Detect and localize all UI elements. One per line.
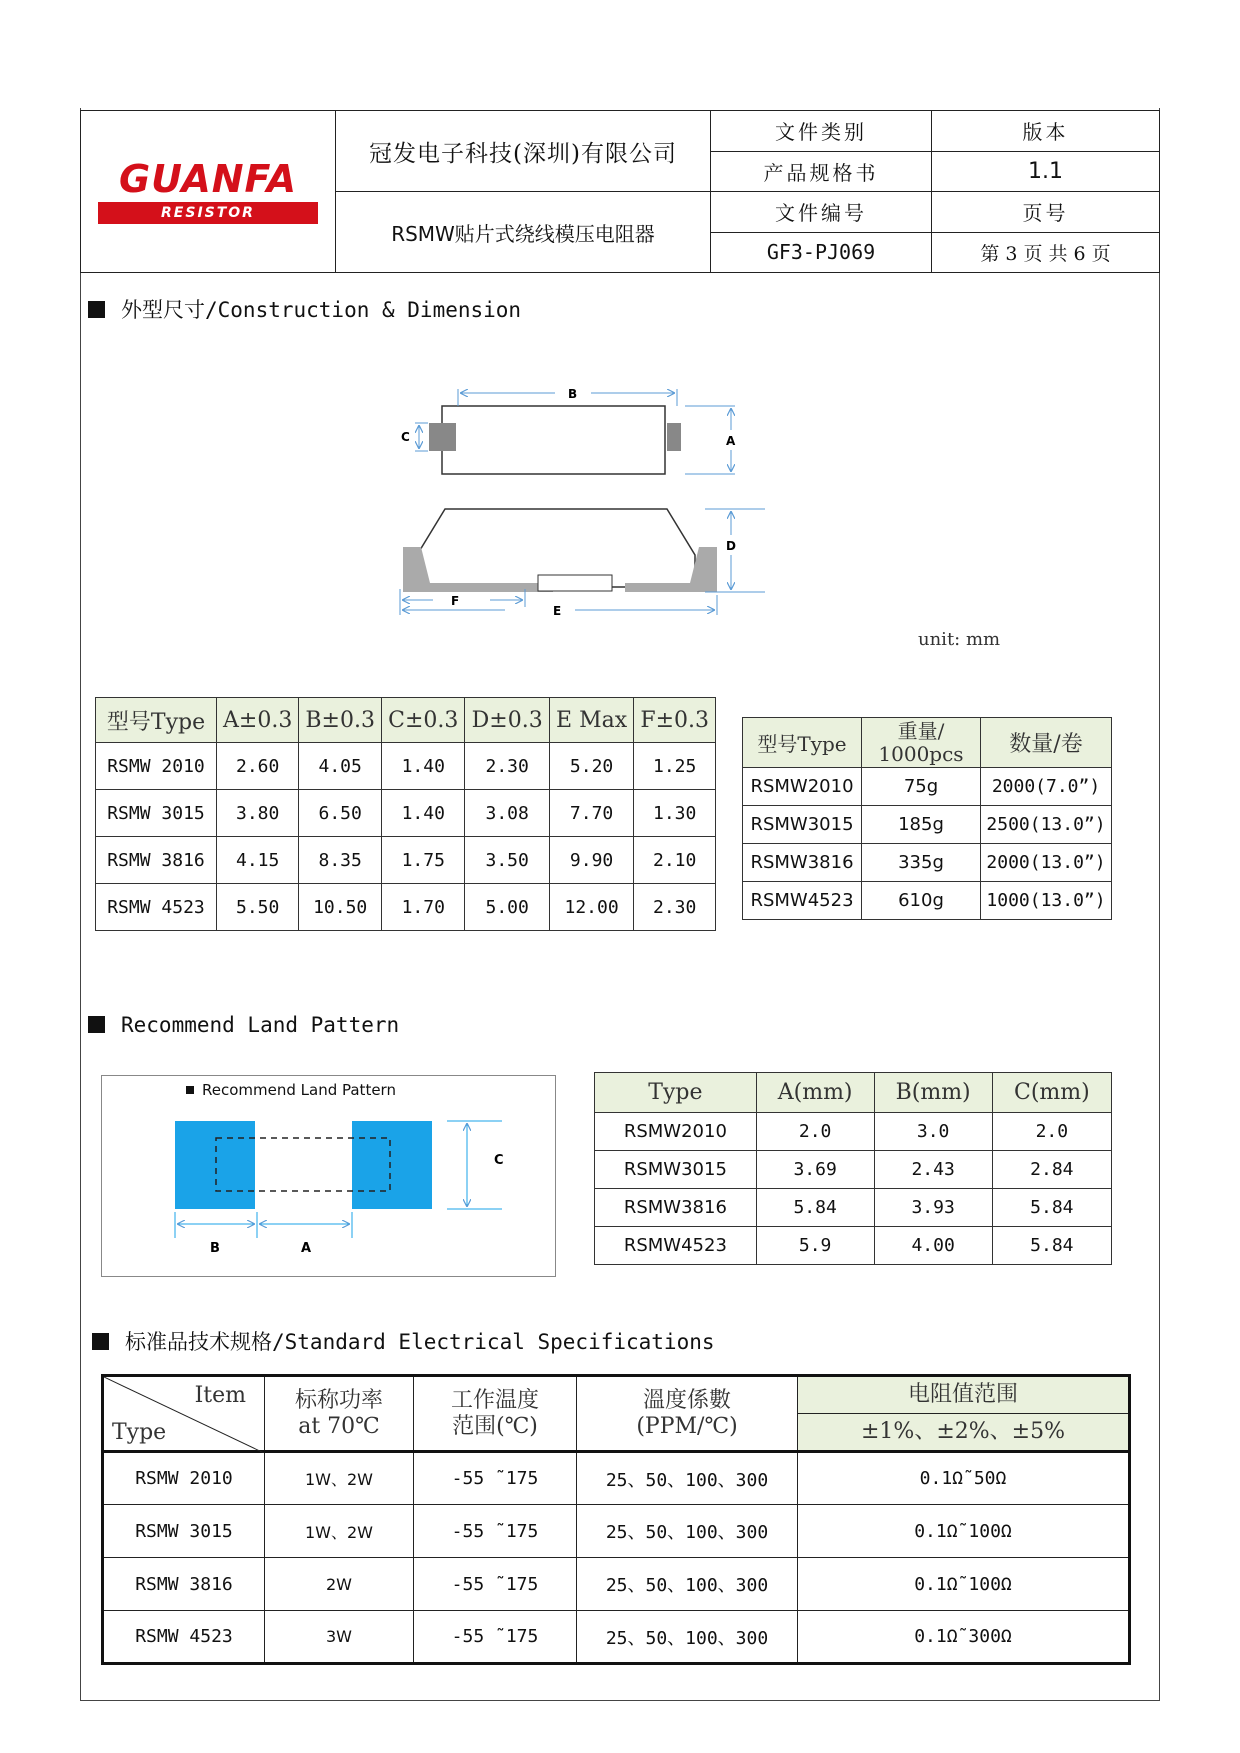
col-header: A±0.3 — [217, 698, 299, 743]
land-diagram-title: Recommend Land Pattern — [186, 1081, 396, 1099]
logo-subtext: RESISTOR — [98, 202, 318, 224]
table-row: RSMW 4523 5.50 10.50 1.70 5.00 12.00 2.30 — [96, 884, 716, 931]
dim-label-a: A — [726, 434, 736, 448]
document-header — [80, 110, 1160, 273]
col-header: 重量/ 1000pcs — [862, 718, 981, 768]
product-name: RSMW贴片式绕线模压电阻器 — [336, 192, 711, 273]
electrical-spec-table — [101, 1374, 1131, 1665]
land-pattern-diagram — [101, 1075, 556, 1277]
logo-text: GUANFA — [118, 156, 298, 201]
tcr-header: 溫度係數 (PPM/℃) — [577, 1376, 798, 1452]
table-row: RSMW4523 610g 1000(13.0”) — [743, 882, 1112, 920]
dim-label-d: D — [726, 539, 736, 553]
version-value: 1.1 — [932, 151, 1160, 192]
bullet-square-icon — [88, 301, 105, 318]
table-row: RSMW 4523 3W -55 ˜175 25、50、100、300 0.1Ω˜300Ω — [103, 1611, 1130, 1664]
land-pattern-svg — [102, 1076, 555, 1276]
dimension-drawing — [395, 375, 795, 620]
dimension-table — [95, 697, 716, 931]
version-label: 版本 — [932, 111, 1160, 152]
col-header: B(mm) — [874, 1073, 992, 1113]
land-label-a: A — [301, 1241, 312, 1256]
table-row: RSMW2010 75g 2000(7.0”) — [743, 768, 1112, 806]
dim-label-f: F — [451, 594, 460, 608]
company-name: 冠发电子科技(深圳)有限公司 — [336, 111, 711, 192]
power-header: 标称功率 at 70℃ — [265, 1376, 414, 1452]
col-header: 型号Type — [743, 718, 862, 768]
table-row: RSMW 2010 2.60 4.05 1.40 2.30 5.20 1.25 — [96, 743, 716, 790]
unit-note: unit: mm — [918, 629, 1001, 650]
table-row: RSMW 3816 2W -55 ˜175 25、50、100、300 0.1Ω˜100Ω — [103, 1558, 1130, 1611]
spec-label: 产品规格书 — [711, 151, 932, 192]
dim-label-b: B — [568, 387, 578, 401]
corner-type: Type — [112, 1420, 167, 1445]
doc-no-value: GF3-PJ069 — [711, 232, 932, 273]
page-value: 第 3 页 共 6 页 — [932, 232, 1160, 273]
bullet-square-icon — [92, 1333, 109, 1350]
doc-type-label: 文件类别 — [711, 111, 932, 152]
section-title-dimension: 外型尺寸/Construction & Dimension — [88, 294, 521, 324]
table-row: RSMW 3015 1W、2W -55 ˜175 25、50、100、300 0.1Ω˜100Ω — [103, 1505, 1130, 1558]
col-header: 型号Type — [96, 698, 217, 743]
bullet-square-icon — [88, 1016, 105, 1033]
col-header: F±0.3 — [634, 698, 716, 743]
corner-item: Item — [194, 1383, 246, 1408]
col-header: C(mm) — [992, 1073, 1111, 1113]
table-row: RSMW3816 5.84 3.93 5.84 — [595, 1189, 1112, 1227]
corner-header — [103, 1376, 265, 1452]
table-row: RSMW4523 5.9 4.00 5.84 — [595, 1227, 1112, 1265]
col-header: A(mm) — [756, 1073, 874, 1113]
page-label: 页号 — [932, 192, 1160, 233]
col-header: E Max — [549, 698, 633, 743]
land-label-b: B — [210, 1241, 220, 1256]
range-header: 电阻值范围 — [798, 1376, 1130, 1414]
dim-label-e: E — [553, 604, 562, 618]
table-row: RSMW3816 335g 2000(13.0”) — [743, 844, 1112, 882]
table-row: RSMW2010 2.0 3.0 2.0 — [595, 1113, 1112, 1151]
col-header: C±0.3 — [382, 698, 465, 743]
land-label-c: C — [494, 1153, 504, 1168]
col-header: 数量/卷 — [981, 718, 1112, 768]
table-row: RSMW 3015 3.80 6.50 1.40 3.08 7.70 1.30 — [96, 790, 716, 837]
table-row: RSMW3015 185g 2500(13.0”) — [743, 806, 1112, 844]
doc-no-label: 文件编号 — [711, 192, 932, 233]
dim-label-c: C — [401, 430, 410, 444]
logo — [81, 111, 336, 273]
section-title-electrical: 标准品技术规格/Standard Electrical Specifications — [92, 1326, 715, 1356]
table-row: RSMW 3816 4.15 8.35 1.75 3.50 9.90 2.10 — [96, 837, 716, 884]
section-title-land-pattern: Recommend Land Pattern — [88, 1013, 399, 1037]
land-pattern-table — [594, 1072, 1112, 1265]
col-header: B±0.3 — [299, 698, 382, 743]
temp-header: 工作温度 范围(℃) — [414, 1376, 577, 1452]
table-row: RSMW 2010 1W、2W -55 ˜175 25、50、100、300 0.1Ω˜50Ω — [103, 1452, 1130, 1505]
col-header: D±0.3 — [465, 698, 549, 743]
col-header: Type — [595, 1073, 757, 1113]
tolerance-header: ±1%、±2%、±5% — [798, 1414, 1130, 1452]
table-row: RSMW3015 3.69 2.43 2.84 — [595, 1151, 1112, 1189]
weight-table — [742, 717, 1112, 920]
